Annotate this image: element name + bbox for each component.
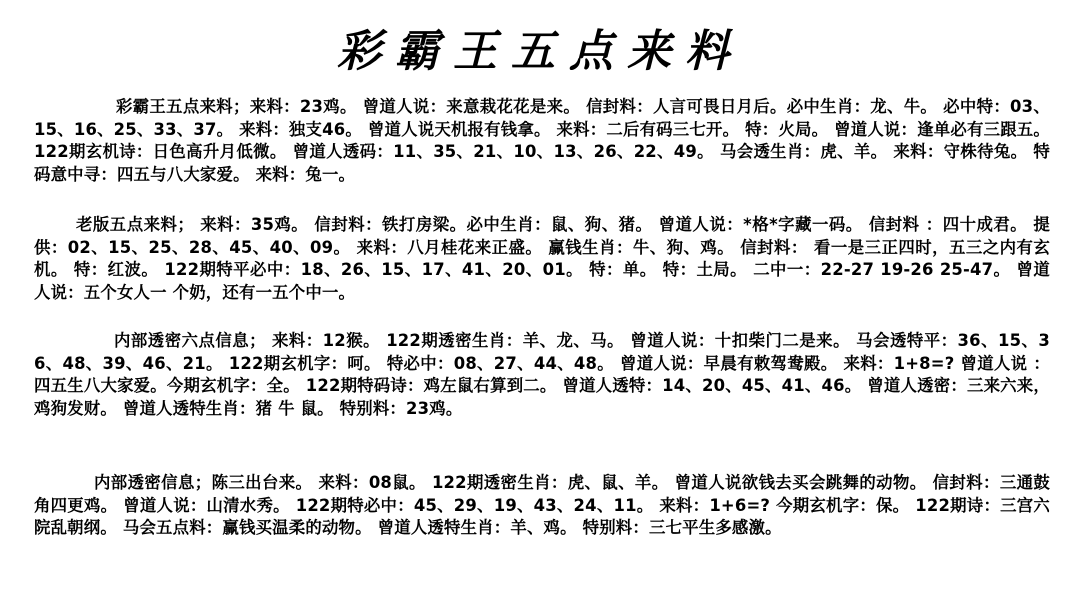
paragraph-laoban: 老版五点来料； 来料：35鸡。 信封料：铁打房梁。必中生肖：鼠、狗、猪。 曾道人说：*格*字藏一码。 信封料 ：四十成君。 提供：02、15、25、28、45、40、09。 来料：八月桂花来正盛。 赢钱生肖：牛、狗、鸡。 信封料： 看一是三正四时，五三之内有玄机。 特：红波。 122期特平必中：18、26、15、17、41、20、01。 特：单。 特：土局。 二中一：22-27 19-26 25-47。 曾道人说：五个女人一 个奶，还有一五个中一。	[34, 215, 1050, 302]
paragraph-neibu-liudian: 内部透密六点信息； 来料：12猴。 122期透密生肖：羊、龙、马。 曾道人说：十扣柴门二是来。 马会透特平：36、15、36、48、39、46、21。 122期玄机字：呵。 特必中：08、27、44、48。 曾道人说：早晨有敕驾鸯殿。 来料：1+8=? 曾道人说 ：四五生八大家爱。今期玄机字：全。 122期特码诗：鸡左鼠右算到二。 曾道人透特：14、20、45、41、46。 曾道人透密：三来六来，鸡狗发财。 曾道人透特生肖：猪 牛 鼠。 特别料：23鸡。	[34, 331, 1050, 418]
page-title: 彩霸王五点来料	[337, 26, 743, 77]
paragraph-caibawang: 彩霸王五点来料；来料：23鸡。 曾道人说：来意栽花花是来。 信封料：人言可畏日月后。必中生肖：龙、牛。 必中特：03、15、16、25、33、37。 来料：独支46。 曾道人说天机报有钱拿。 来料：二后有码三七开。 特：火局。 曾道人说：逢单必有三跟五。122期玄机诗：日色高升月低微。 曾道人透码：11、35、21、10、13、26、22、49。 马会透生肖：虎、羊。 来料：守株待兔。 特码意中寻：四五与八大家爱。 来料：兔一。	[34, 97, 1050, 184]
paragraph-neibu-xinxi: 内部透密信息；陈三出台来。 来料：08鼠。 122期透密生肖：虎、鼠、羊。 曾道人说欲钱去买会跳舞的动物。 信封料：三通鼓角四更鸡。 曾道人说：山清水秀。 122期特必中：45、29、19、43、24、11。 来料：1+6=? 今期玄机字：保。 122期诗：三宫六院乱朝纲。 马会五点料：赢钱买温柔的动物。 曾道人透特生肖：羊、鸡。 特别料：三七平生多感激。	[34, 473, 1050, 537]
